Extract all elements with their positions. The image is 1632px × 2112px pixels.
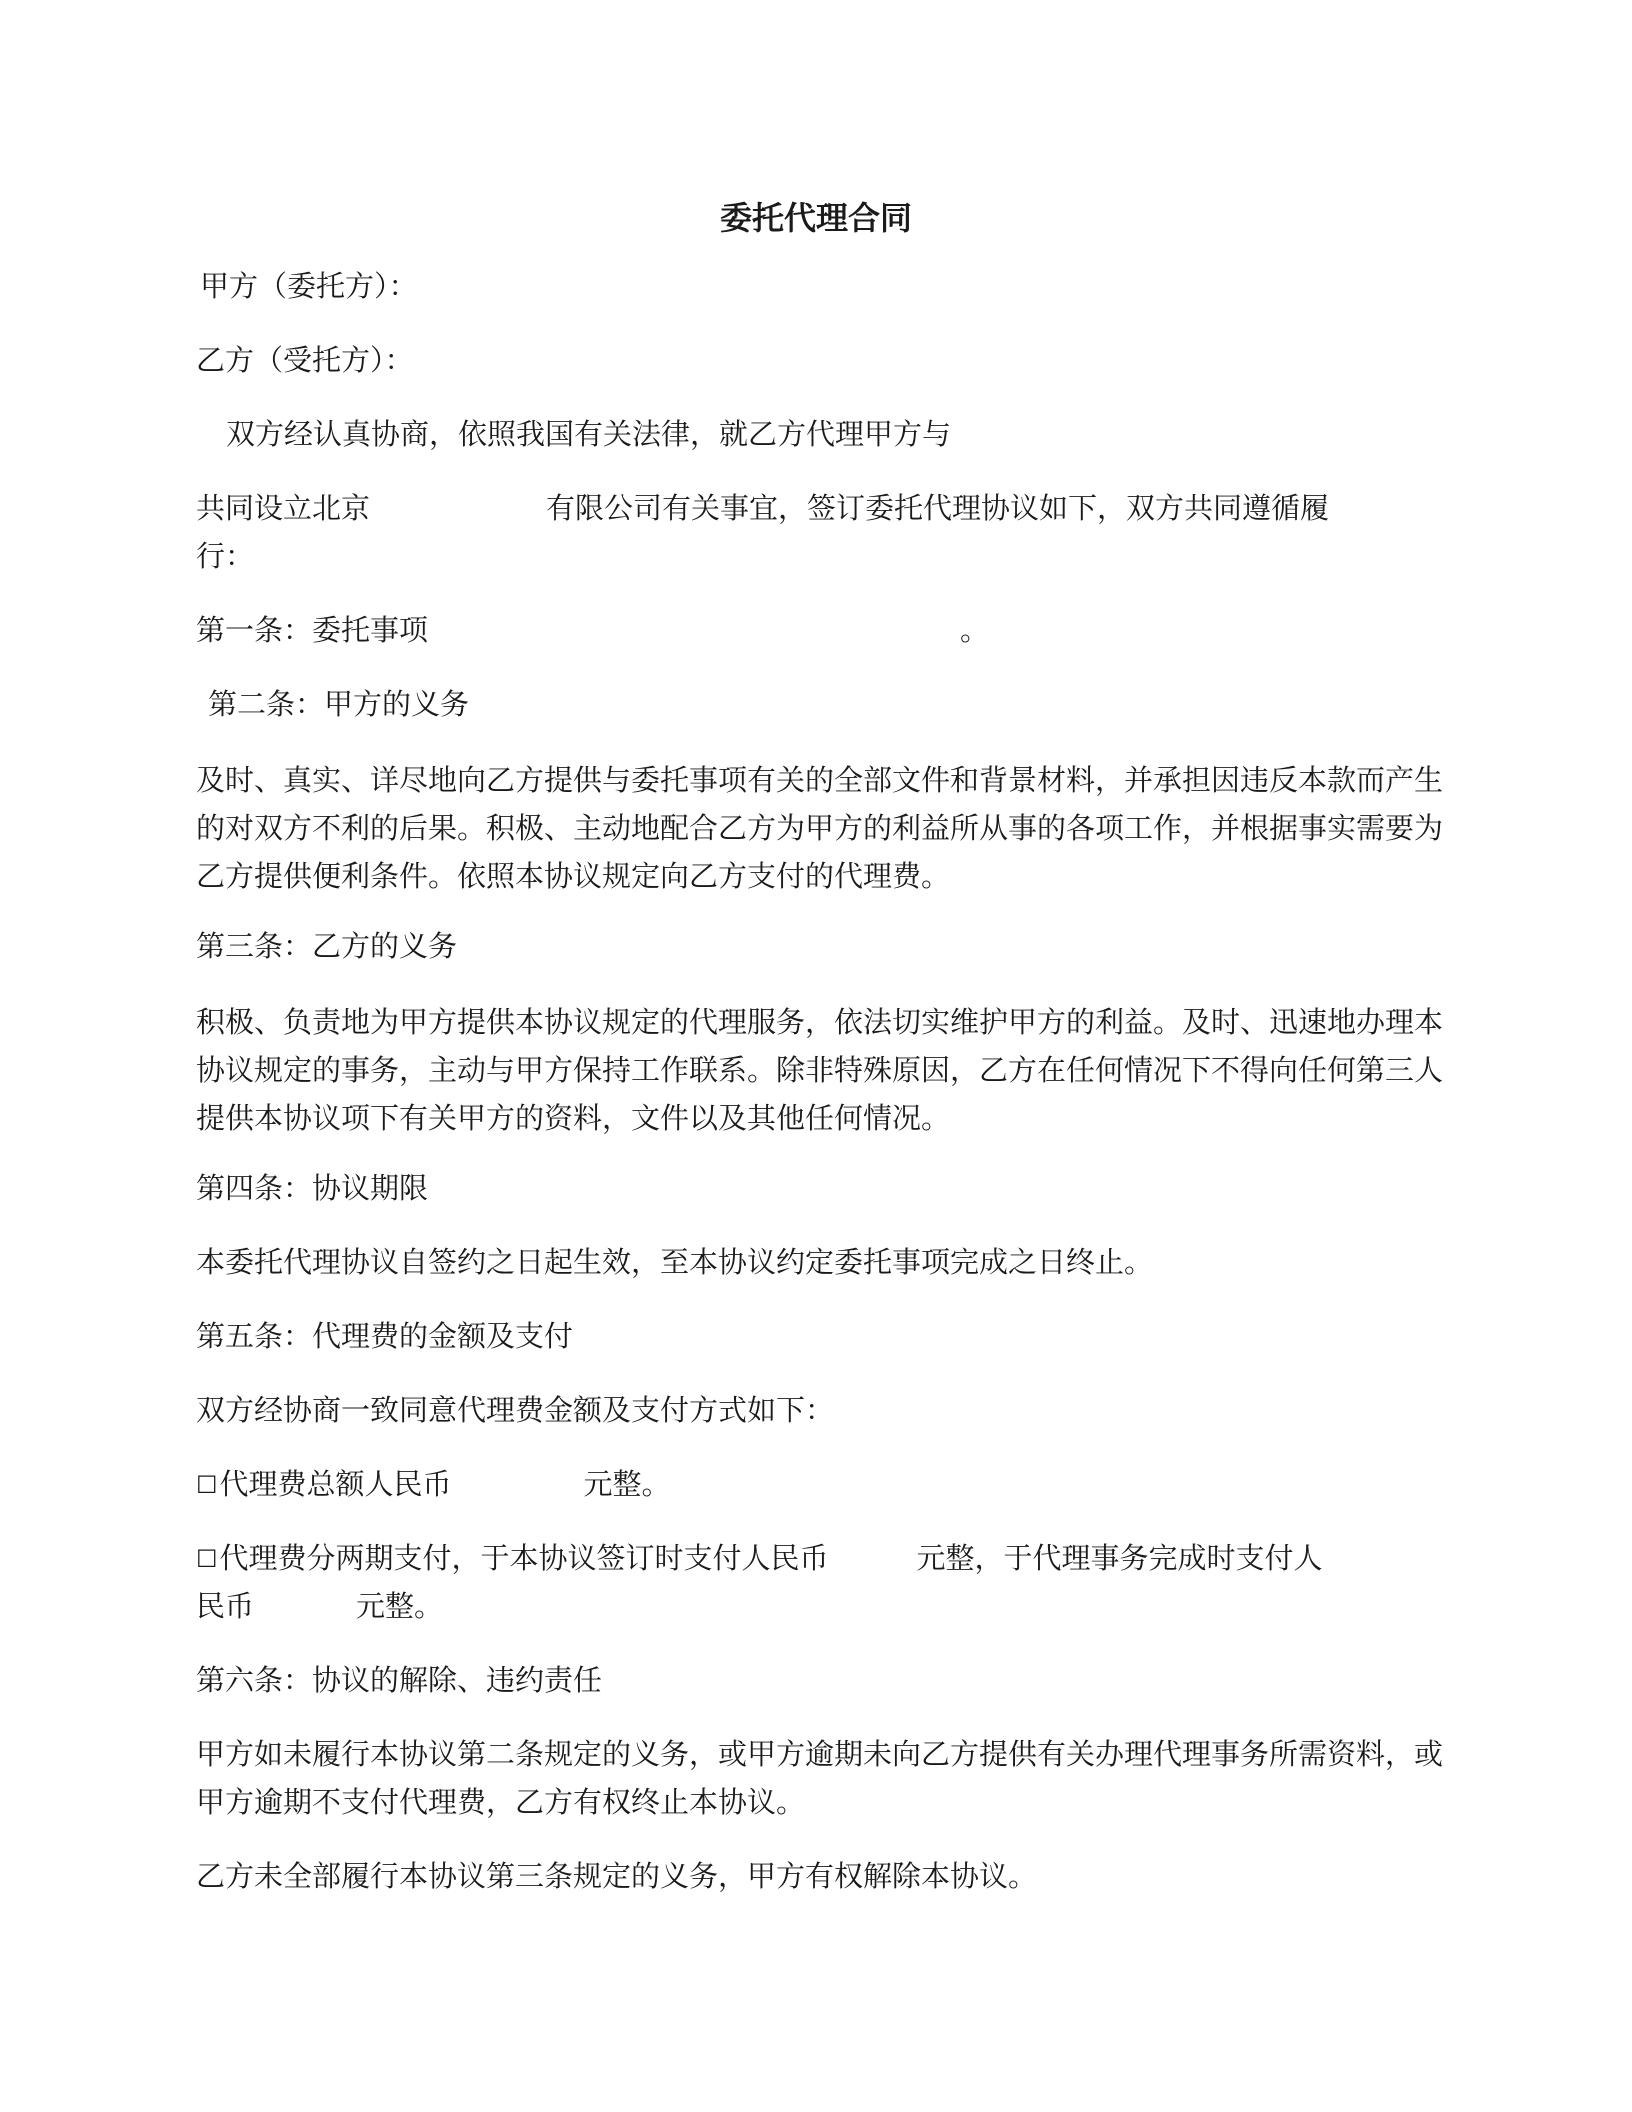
article-6-body-2: 乙方未全部履行本协议第三条规定的义务，甲方有权解除本协议。 bbox=[196, 1859, 1038, 1893]
intro-line-3: 行： bbox=[196, 539, 255, 573]
payment-option-2 bbox=[196, 1534, 1446, 1583]
checkbox-icon: ☐ bbox=[196, 1545, 218, 1573]
article-4-body: 本委托代理协议自签约之日起生效，至本协议约定委托事项完成之日终止。 bbox=[196, 1245, 1154, 1279]
article-1-line bbox=[196, 606, 1446, 654]
payment-option-1 bbox=[196, 1460, 1446, 1509]
payment-option-2-cont bbox=[196, 1582, 1446, 1630]
option-2-text: 代理费分两期支付，于本协议签订时支付人民币 bbox=[219, 1541, 829, 1575]
article-2-heading: 第二条：甲方的义务 bbox=[208, 687, 470, 721]
option-1-end: 元整。 bbox=[583, 1467, 671, 1501]
intro-line-2-end: 有限公司有关事宜，签订委托代理协议如下，双方共同遵循履 bbox=[546, 491, 1330, 525]
article-5-body: 双方经协商一致同意代理费金额及支付方式如下： bbox=[196, 1393, 835, 1427]
article-5-heading: 第五条：代理费的金额及支付 bbox=[196, 1319, 574, 1353]
article-4-heading: 第四条：协议期限 bbox=[196, 1171, 429, 1205]
article-1-period: 。 bbox=[960, 613, 990, 647]
article-6-heading: 第六条：协议的解除、违约责任 bbox=[196, 1663, 603, 1697]
option-1-text: 代理费总额人民币 bbox=[219, 1467, 452, 1501]
article-3-body: 积极、负责地为甲方提供本协议规定的代理服务，依法切实维护甲方的利益。及时、迅速地办理本协议规定的事务，主动与甲方保持工作联系。除非特殊原因，乙方在任何情况下不得向任何第三人提供本协议项下有关甲方的资料，文件以及其他任何情况。 bbox=[196, 1005, 1444, 1135]
option-2-mid: 元整，于代理事务完成时支付人 bbox=[916, 1541, 1323, 1575]
article-1-heading: 第一条：委托事项 bbox=[196, 613, 429, 647]
checkbox-icon: ☐ bbox=[196, 1471, 218, 1499]
option-2-end: 元整。 bbox=[356, 1589, 444, 1623]
option-2-currency: 民币 bbox=[196, 1589, 255, 1623]
intro-line-1: 双方经认真协商，依照我国有关法律，就乙方代理甲方与 bbox=[226, 417, 952, 451]
intro-line-2-start: 共同设立北京 bbox=[196, 491, 371, 525]
article-3-heading: 第三条：乙方的义务 bbox=[196, 929, 458, 963]
article-2-body: 及时、真实、详尽地向乙方提供与委托事项有关的全部文件和背景材料，并承担因违反本款而产生的对双方不利的后果。积极、主动地配合乙方为甲方的利益所从事的各项工作，并根据事实需要为乙方提供便利条件。依照本协议规定向乙方支付的代理费。 bbox=[196, 763, 1444, 893]
intro-line-2 bbox=[196, 484, 1446, 532]
article-6-body-1: 甲方如未履行本协议第二条规定的义务，或甲方逾期未向乙方提供有关办理代理事务所需资料，或甲方逾期不支付代理费，乙方有权终止本协议。 bbox=[196, 1737, 1444, 1819]
party-a-line: 甲方（委托方）： bbox=[200, 269, 418, 303]
document-title: 委托代理合同 bbox=[719, 199, 912, 237]
party-b-line: 乙方（受托方）： bbox=[196, 343, 414, 377]
